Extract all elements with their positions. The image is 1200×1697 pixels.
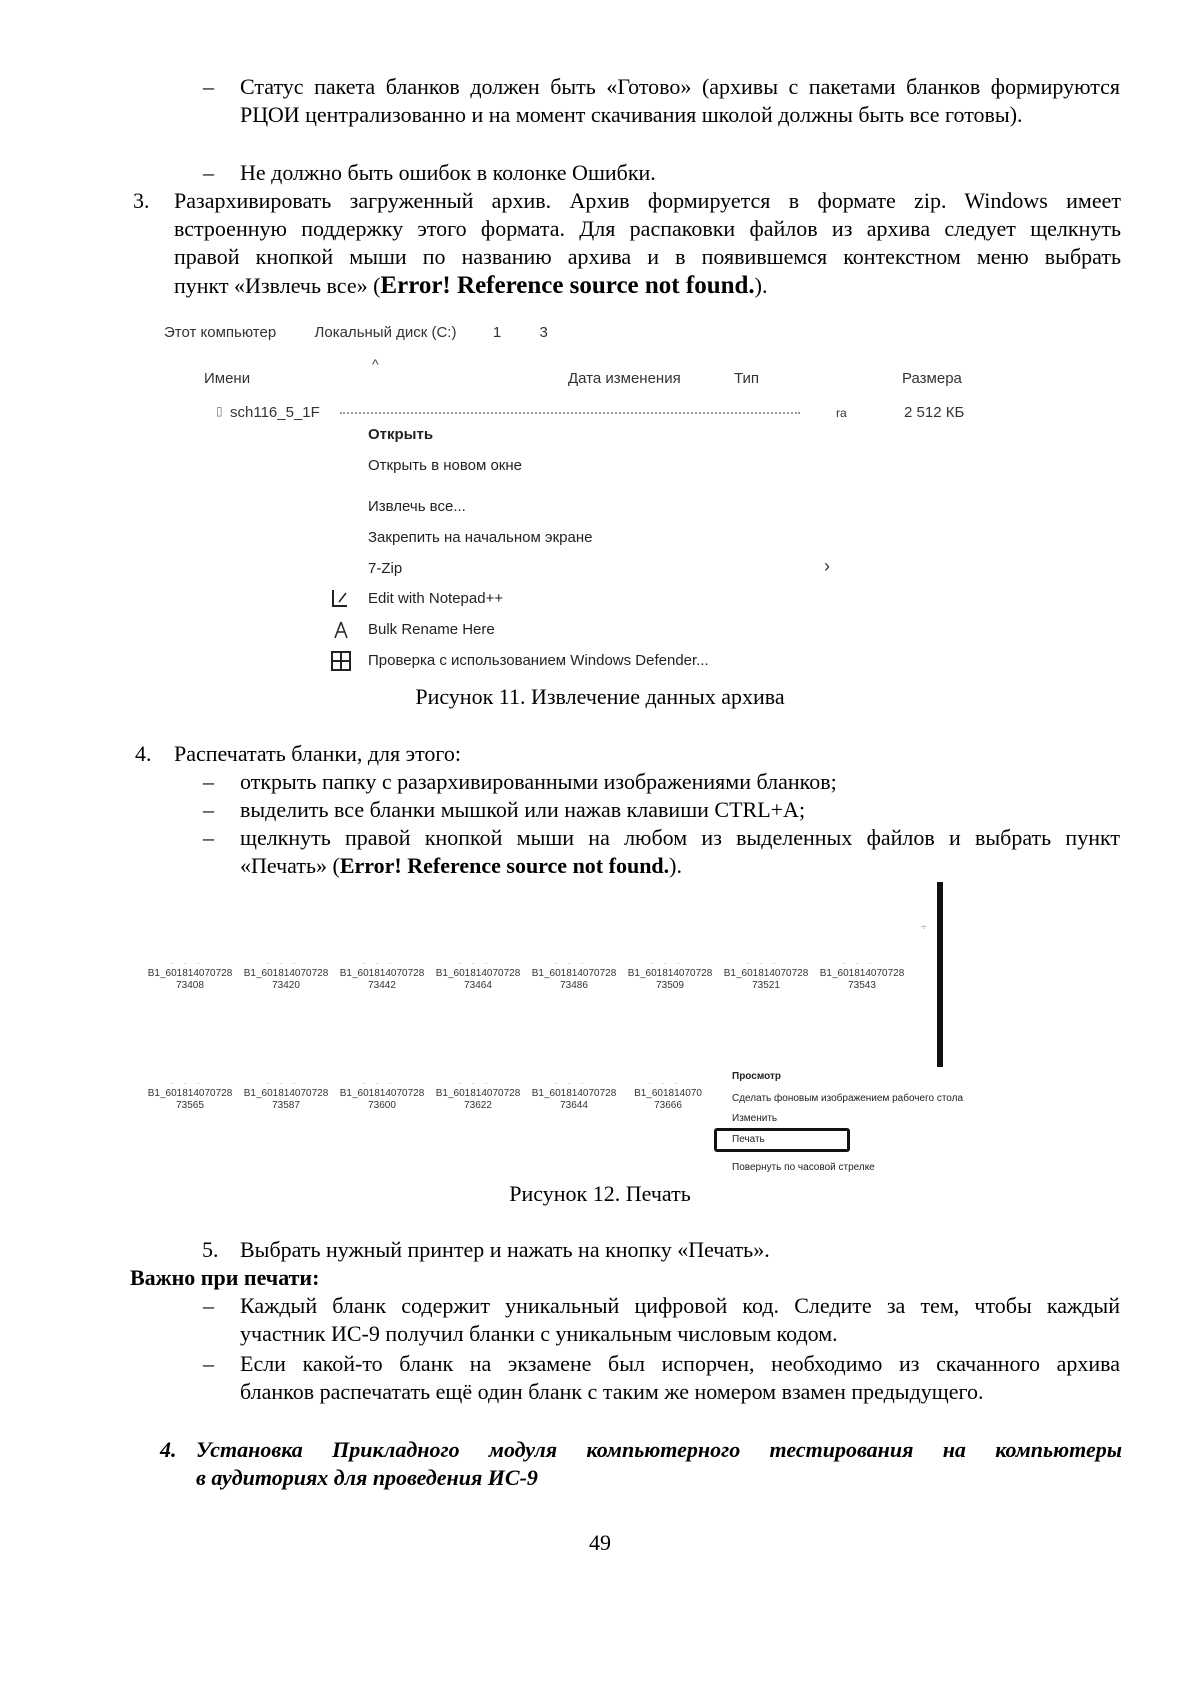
thumbnail-file[interactable]: ··· B1_601814070728 73464 [435, 958, 521, 991]
faded-row-detail [340, 412, 800, 416]
step-number: 4. [135, 741, 152, 766]
bullet-select-all [203, 796, 1120, 824]
section-4-heading [160, 1436, 1122, 1492]
thumbnail-file[interactable]: ··· B1_601814070728 73408 [147, 958, 233, 991]
step-number: 5. [202, 1237, 219, 1262]
dash-marker: – [203, 160, 214, 185]
bullet-errors [203, 159, 1120, 187]
menu-open[interactable]: Открыть [368, 426, 434, 443]
bullet-unique-code [203, 1292, 1120, 1348]
important-heading: Важно при печати: [130, 1265, 320, 1290]
menu-defender[interactable]: Проверка с использованием Windows Defender... [368, 652, 709, 669]
reference-error: Error! Reference source not found. [380, 272, 755, 299]
step-line-prefix: пункт «Извлечь все» ( [174, 273, 381, 298]
bullet-line-prefix: «Печать» ( [240, 853, 340, 878]
column-header-type[interactable]: Тип [734, 370, 760, 387]
sort-up-icon: ^ [372, 356, 379, 372]
menu-pin-start[interactable]: Закрепить на начальном экране [368, 529, 593, 546]
step-line: встроенную поддержку этого формата. Для распаковки файлов из архива следует щелкнуть [174, 216, 1121, 241]
menu-extract-all[interactable]: Извлечь все... [368, 498, 466, 515]
file-type: ra [836, 406, 847, 420]
step-line: правой кнопкой мыши по названию архива и в появившемся контекстном меню выбрать [174, 244, 1121, 269]
reference-error: Error! Reference source not found. [339, 853, 670, 878]
figure-11-caption: Рисунок 11. Извлечение данных архива [415, 684, 785, 709]
menu-edit[interactable]: Изменить [732, 1113, 778, 1124]
step-3 [133, 187, 1121, 301]
section-title-line: в аудиториях для проведения ИС-9 [196, 1465, 538, 1490]
menu-rotate[interactable]: Повернуть по часовой стрелке [732, 1162, 875, 1173]
bullet-text: выделить все бланки мышкой или нажав клавиши CTRL+A; [240, 797, 806, 822]
thumbnail-file[interactable]: ··· B1_601814070728 73486 [531, 958, 617, 991]
thumbnails-screenshot [145, 882, 1065, 1172]
column-header-name[interactable]: Имени [204, 370, 251, 387]
bullet-open-folder [203, 768, 1120, 796]
step-4 [135, 740, 1121, 768]
menu-print[interactable]: Печать [732, 1134, 765, 1145]
bullet-line-last [240, 852, 1120, 880]
section-number: 4. [160, 1437, 177, 1462]
column-header-size[interactable]: Размера [902, 370, 962, 387]
thumbnail-file[interactable]: ··· B1_601814070728 73587 [243, 1078, 329, 1111]
breadcrumb-item[interactable]: 3 [539, 324, 548, 341]
bullet-reprint [203, 1350, 1120, 1406]
thumbnail-file[interactable]: ··· B1_601814070728 73420 [243, 958, 329, 991]
breadcrumb-item[interactable]: 1 [492, 324, 502, 341]
thumbnail-file[interactable]: ··· B1_601814070728 73644 [531, 1078, 617, 1111]
breadcrumb-item[interactable]: Локальный диск (C:) [314, 324, 457, 341]
dash-marker: – [203, 797, 214, 822]
thumbnail-file[interactable]: ··· B1_601814070728 73543 [819, 958, 905, 991]
scroll-indicator-icon: ÷ [921, 922, 927, 933]
menu-view[interactable]: Просмотр [732, 1071, 781, 1082]
bullet-line: бланков распечатать ещё один бланк с таким же номером взамен предыдущего. [240, 1379, 984, 1404]
chevron-right-icon: › [824, 556, 830, 576]
dash-marker: – [203, 769, 214, 794]
bullet-line: Каждый бланк содержит уникальный цифровой код. Следите за тем, чтобы каждый [240, 1293, 1120, 1318]
step-line-suffix: ). [754, 273, 768, 298]
thumbnail-file[interactable]: ··· B1_601814070728 73622 [435, 1078, 521, 1111]
rename-icon [330, 620, 352, 642]
bullet-right-click-print [203, 824, 1120, 880]
dash-marker: – [203, 74, 214, 99]
scrollbar[interactable] [937, 882, 943, 1067]
bullet-line: участник ИС-9 получил бланки с уникальным числовым кодом. [240, 1321, 838, 1346]
thumbnail-file[interactable]: ··· B1_601814070728 73521 [723, 958, 809, 991]
thumbnail-file[interactable]: ··· B1_601814070728 73600 [339, 1078, 425, 1111]
thumbnail-file[interactable]: ··· B1_601814070728 73509 [627, 958, 713, 991]
dash-marker: – [203, 1351, 214, 1376]
section-title-line: Установка Прикладного модуля компьютерного тестирования на компьютеры [196, 1437, 1122, 1462]
dash-marker: – [203, 825, 214, 850]
file-size: 2 512 КБ [904, 404, 965, 421]
notepad-icon [330, 588, 352, 610]
bullet-line: щелкнуть правой кнопкой мыши на любом из выделенных файлов и выбрать пункт [240, 825, 1120, 850]
defender-icon [330, 650, 352, 672]
column-header-date[interactable]: Дата изменения [568, 370, 681, 387]
figure-12-caption: Рисунок 12. Печать [509, 1181, 691, 1206]
bullet-text: Статус пакета бланков должен быть «Готово» (архивы с пакетами бланков формируются РЦОИ централизованно и на момент скачивания школой должны быть все готовы). [240, 74, 1120, 127]
bullet-text: Не должно быть ошибок в колонке Ошибки. [240, 160, 656, 185]
bullet-line-suffix: ). [669, 853, 682, 878]
dash-marker: – [203, 1293, 214, 1318]
menu-open-new-window[interactable]: Открыть в новом окне [368, 457, 522, 474]
breadcrumb-item[interactable]: Этот компьютер [164, 324, 277, 341]
file-name: sch116_5_1F [230, 404, 320, 421]
thumbnail-file[interactable]: ··· B1_601814070728 73565 [147, 1078, 233, 1111]
page-number: 49 [589, 1530, 611, 1555]
bullet-line: Если какой-то бланк на экзамене был испорчен, необходимо из скачанного архива [240, 1351, 1120, 1376]
explorer-screenshot [150, 318, 1050, 678]
zip-file-icon: ▯ [216, 404, 223, 418]
bullet-status [203, 73, 1120, 129]
menu-bulk-rename[interactable]: Bulk Rename Here [368, 621, 495, 638]
menu-7zip[interactable]: 7-Zip [368, 560, 403, 577]
menu-set-wallpaper[interactable]: Сделать фоновым изображением рабочего стола [732, 1093, 964, 1104]
step-5 [202, 1236, 1120, 1264]
thumbnail-file[interactable]: ··· B1_601814070728 73442 [339, 958, 425, 991]
breadcrumb [164, 324, 548, 341]
step-text: Выбрать нужный принтер и нажать на кнопку «Печать». [240, 1237, 770, 1262]
step-line: Разархивировать загруженный архив. Архив формируется в формате zip. Windows имеет [174, 188, 1121, 213]
step-number: 3. [133, 188, 150, 213]
step-line-last [174, 271, 1121, 301]
menu-notepad[interactable]: Edit with Notepad++ [368, 590, 504, 607]
thumbnail-file[interactable]: ··· B1_601814070 73666 [634, 1078, 702, 1111]
bullet-text: открыть папку с разархивированными изображениями бланков; [240, 769, 837, 794]
step-text: Распечатать бланки, для этого: [174, 741, 462, 766]
